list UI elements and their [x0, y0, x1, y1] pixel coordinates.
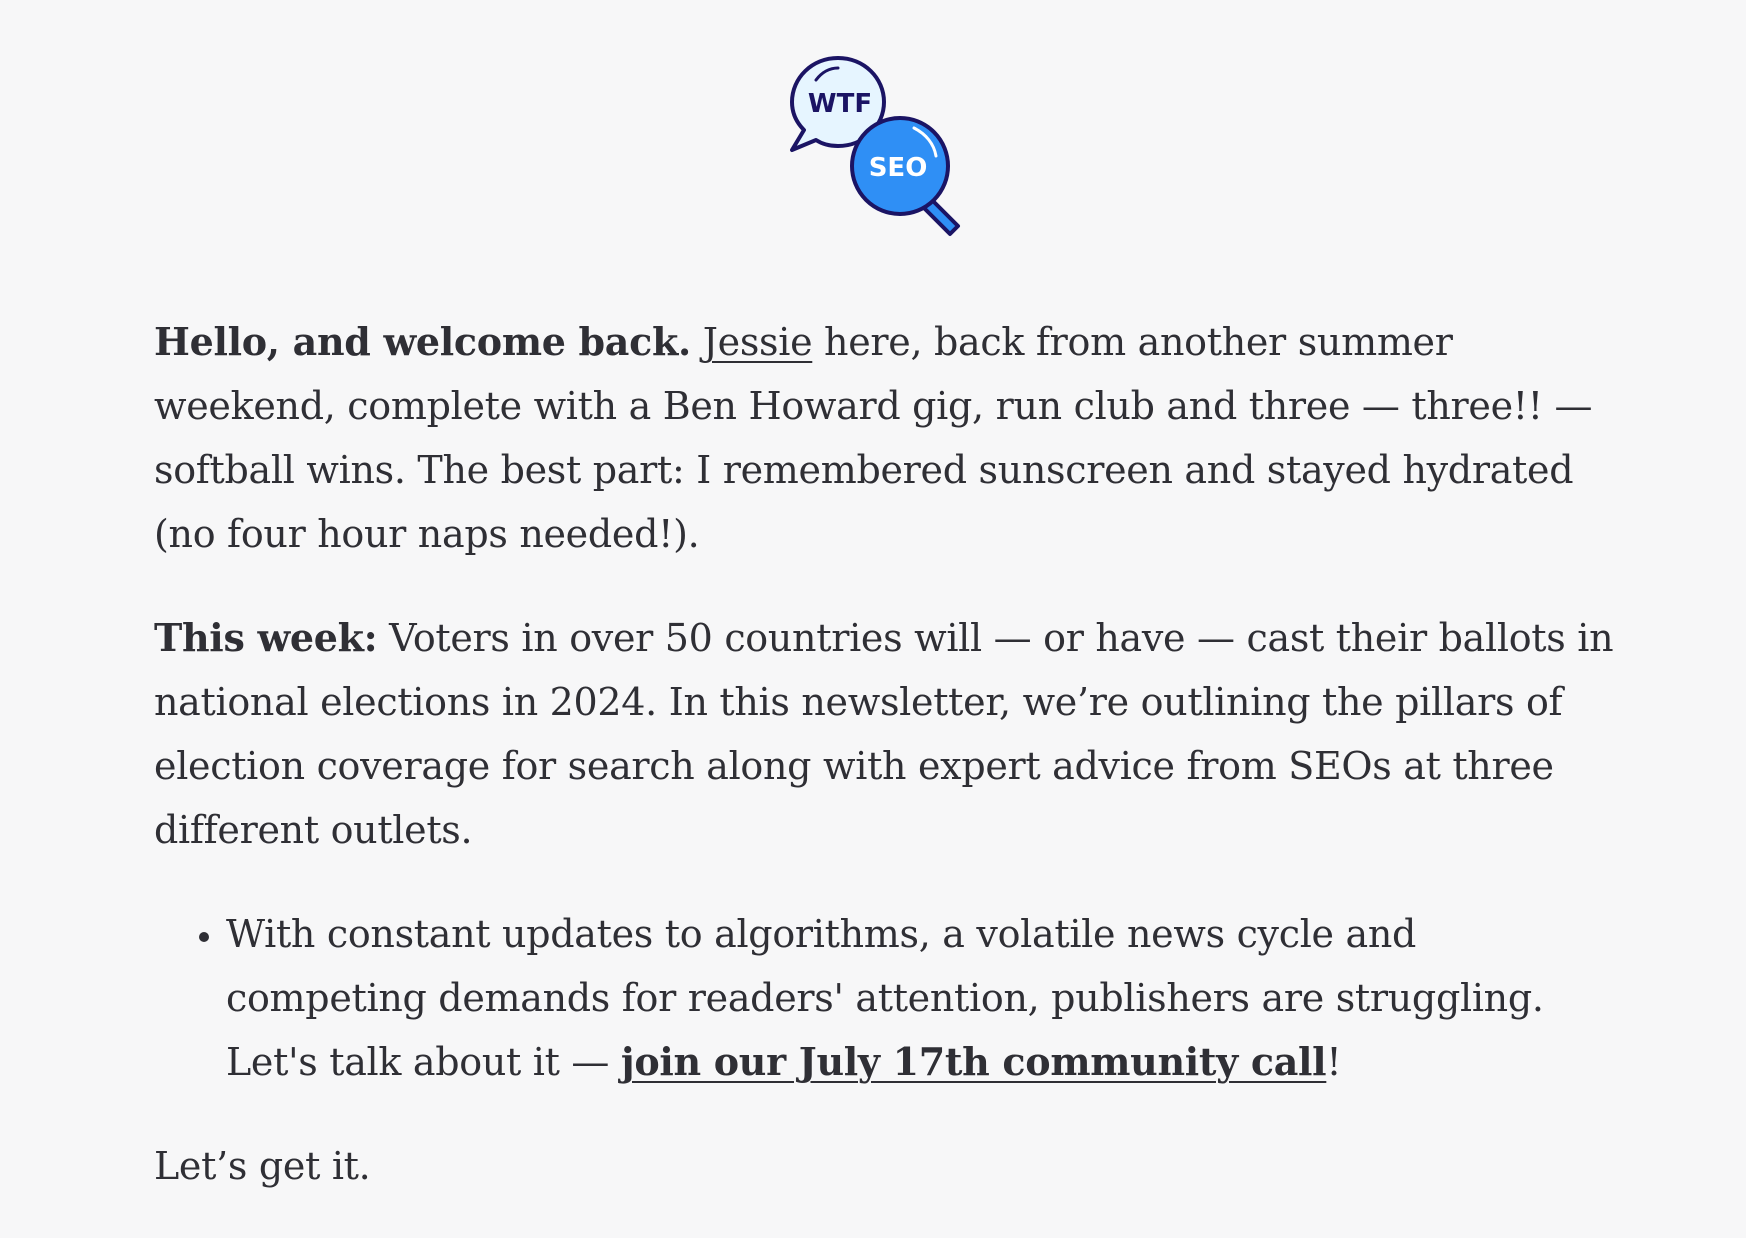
closing-line: Let’s get it.	[154, 1144, 371, 1188]
author-link[interactable]: Jessie	[702, 320, 813, 364]
bullet-list	[154, 902, 1624, 1094]
intro-paragraph	[154, 310, 1624, 566]
this-week-text: Voters in over 50 countries will — or have — cast their ballots in national elections in 2024. In this newsletter, we’re outlining the pillars of election coverage for search along with expert advice from SEOs at three different outlets.	[154, 616, 1614, 852]
logo-bubble-text: WTF	[807, 89, 873, 119]
bullet-text: With constant updates to algorithms, a volatile news cycle and competing demands for readers' attention, publishers are struggling. Let's talk about it —	[226, 912, 1544, 1084]
this-week-label: This week:	[154, 615, 378, 660]
newsletter-body	[154, 310, 1624, 1238]
intro-text: here, back from another summer weekend, complete with a Ben Howard gig, run club and three — three!! — softball wins. The best part: I remembered sunscreen and stayed hydrated (no four hour naps needed!).	[154, 320, 1593, 556]
list-item	[226, 902, 1624, 1094]
logo-lens-text: SEO	[868, 153, 928, 183]
intro-lead: Hello, and welcome back.	[154, 319, 691, 364]
community-call-link[interactable]: join our July 17th community call	[620, 1039, 1327, 1084]
bullet-suffix: !	[1326, 1040, 1342, 1084]
wtf-seo-logo	[786, 50, 986, 240]
this-week-paragraph	[154, 606, 1624, 862]
